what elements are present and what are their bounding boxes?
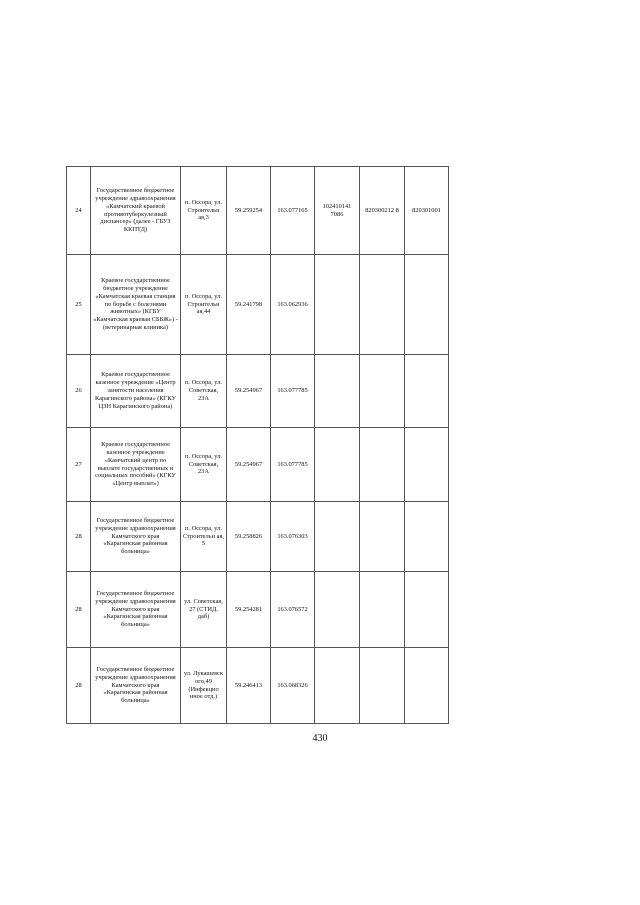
inn-cell	[360, 355, 405, 428]
organization-name-cell: Краевое государственное казенное учреждение «Центр занятости населения Карагинского района» (КГКУ ЦЗН Карагинского района)	[91, 355, 181, 428]
inn-cell	[360, 572, 405, 648]
ogrn-cell	[315, 355, 360, 428]
registry-rows	[67, 167, 449, 724]
row-number-cell: 28	[67, 502, 91, 572]
kpp-cell	[405, 355, 449, 428]
ogrn-cell	[315, 648, 360, 724]
page-number: 430	[312, 733, 328, 744]
kpp-cell	[405, 572, 449, 648]
address-cell: п. Оссора, ул. Строительн ая, 5	[181, 502, 227, 572]
latitude-cell: 59.259254	[227, 167, 271, 255]
longitude-cell: 163.076572	[271, 572, 315, 648]
inn-cell	[360, 648, 405, 724]
organization-name-cell: Государственное бюджетное учреждение здравоохранения «Камчатский краевой противотуберкулезный диспансер» (далее - ГБУЗ ККПТД)	[91, 167, 181, 255]
row-number-cell: 26	[67, 355, 91, 428]
latitude-cell: 59.254967	[227, 355, 271, 428]
table-row	[67, 648, 449, 724]
kpp-cell: 820301001	[405, 167, 449, 255]
longitude-cell: 163.062936	[271, 255, 315, 355]
kpp-cell	[405, 502, 449, 572]
table-row	[67, 167, 449, 255]
address-cell: ул. Советская, 27 (СТИД. даб)	[181, 572, 227, 648]
registry-table	[66, 166, 449, 724]
address-cell: п. Оссора, ул. Строительн ая,44	[181, 255, 227, 355]
row-number-cell: 27	[67, 428, 91, 502]
longitude-cell: 163.077165	[271, 167, 315, 255]
organization-name-cell: Краевое государственное казенное учреждение «Камчатский центр по выплате государственных и социальных пособий» (КГКУ «Центр выплат»)	[91, 428, 181, 502]
ogrn-cell	[315, 255, 360, 355]
longitude-cell: 163.076303	[271, 502, 315, 572]
row-number-cell: 28	[67, 572, 91, 648]
address-cell: ул. Лукашевск ого,49 (Инфекцио нное отд.)	[181, 648, 227, 724]
row-number-cell: 24	[67, 167, 91, 255]
table-row	[67, 502, 449, 572]
table-row	[67, 428, 449, 502]
organization-name-cell: Краевое государственное бюджетное учреждение «Камчатская краевая станция по борьбе с болезнями животных» (КГБУ «Камчатская краевая СББЖ») - (ветеринарная клиника)	[91, 255, 181, 355]
latitude-cell: 59.254967	[227, 428, 271, 502]
kpp-cell	[405, 648, 449, 724]
inn-cell	[360, 502, 405, 572]
longitude-cell: 163.077785	[271, 355, 315, 428]
inn-cell	[360, 428, 405, 502]
address-cell: п. Оссора, ул. Советская, 23А	[181, 428, 227, 502]
address-cell: п. Оссора, ул. Советская, 23А	[181, 355, 227, 428]
ogrn-cell: 102410141 7086	[315, 167, 360, 255]
organization-name-cell: Государственное бюджетное учреждение здравоохранения Камчатского края «Карагинская районная больница»	[91, 648, 181, 724]
row-number-cell: 25	[67, 255, 91, 355]
longitude-cell: 163.077785	[271, 428, 315, 502]
latitude-cell: 59.246413	[227, 648, 271, 724]
table-row	[67, 572, 449, 648]
latitude-cell: 59.254281	[227, 572, 271, 648]
latitude-cell: 59.241798	[227, 255, 271, 355]
longitude-cell: 163.068326	[271, 648, 315, 724]
inn-cell: 820300212 8	[360, 167, 405, 255]
kpp-cell	[405, 428, 449, 502]
table-row	[67, 355, 449, 428]
row-number-cell: 28	[67, 648, 91, 724]
ogrn-cell	[315, 428, 360, 502]
address-cell: п. Оссора, ул. Строительн ая,3	[181, 167, 227, 255]
inn-cell	[360, 255, 405, 355]
ogrn-cell	[315, 572, 360, 648]
latitude-cell: 59.258826	[227, 502, 271, 572]
organization-name-cell: Государственное бюджетное учреждение здравоохранения Камчатского края «Карагинская районная больница»	[91, 502, 181, 572]
table-row	[67, 255, 449, 355]
kpp-cell	[405, 255, 449, 355]
organization-name-cell: Государственное бюджетное учреждение здравоохранения Камчатского края «Карагинская районная больница»	[91, 572, 181, 648]
ogrn-cell	[315, 502, 360, 572]
